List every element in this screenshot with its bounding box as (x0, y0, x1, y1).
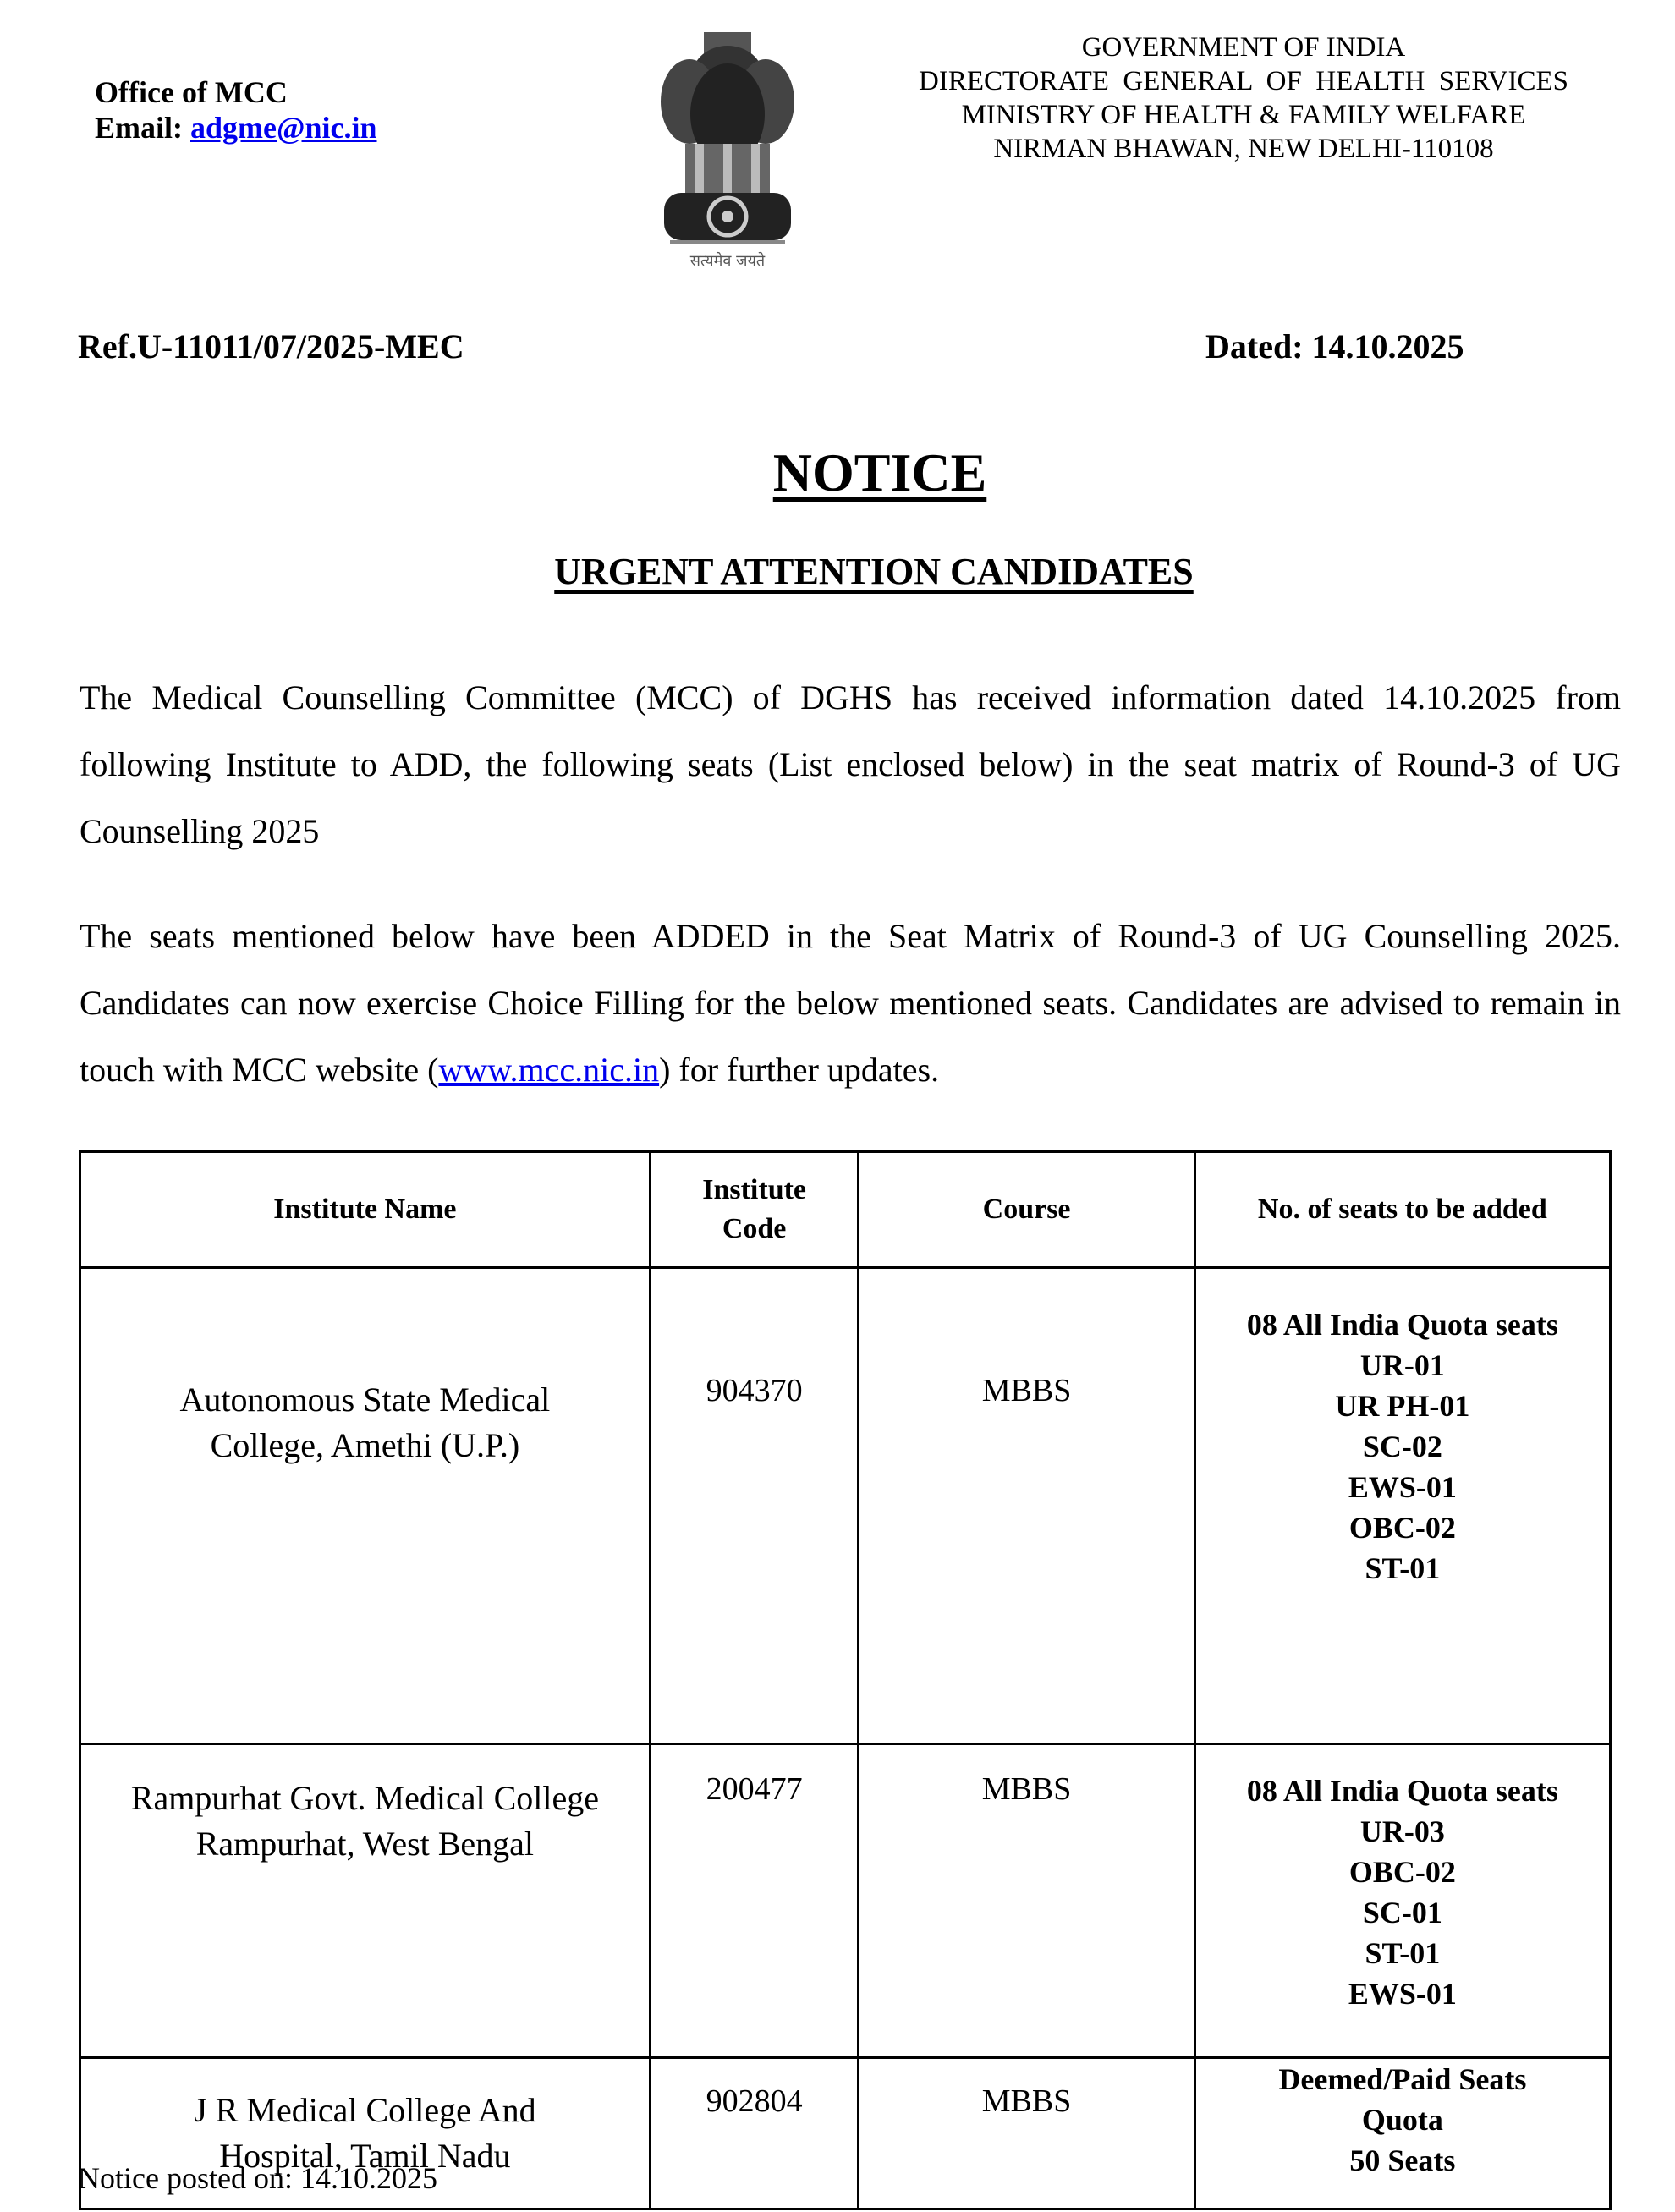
seat-line: EWS-01 (1348, 1977, 1457, 2011)
seat-line: UR PH-01 (1335, 1389, 1470, 1423)
office-block (95, 74, 377, 145)
paragraph-2-text: The seats mentioned below have been ADDED in the Seat Matrix of Round-3 of UG Counselling 2025. Candidates can now exercise Choice Filling for the below mentioned seats. Candidates are advised to remain in touch with MCC website ( (80, 917, 1621, 1089)
email-link[interactable]: adgme@nic.in (190, 111, 377, 145)
header-course: Course (859, 1152, 1194, 1268)
header-institute-code (650, 1152, 859, 1268)
notice-posted-on: Notice posted on: 14.10.2025 (78, 2161, 437, 2195)
seat-line: OBC-02 (1348, 1855, 1456, 1889)
gov-line: MINISTRY OF HEALTH & FAMILY WELFARE (961, 100, 1526, 130)
subtitle: URGENT ATTENTION CANDIDATES (554, 551, 1194, 592)
website-link[interactable]: www.mcc.nic.in (438, 1051, 660, 1089)
page-title: NOTICE (772, 442, 987, 502)
institute-line: J R Medical College And (194, 2091, 536, 2129)
header-code-line: Institute (702, 1174, 807, 1205)
gov-line: GOVERNMENT OF INDIA (1081, 32, 1406, 63)
course: MBBS (859, 1268, 1194, 1744)
paragraph-2 (80, 903, 1621, 1103)
seat-line: SC-01 (1362, 1896, 1442, 1929)
institute-code: 904370 (650, 1268, 859, 1744)
seat-line: UR-03 (1359, 1814, 1445, 1848)
table-row (80, 1268, 1611, 1744)
seats-added (1194, 1744, 1610, 2058)
institute-code: 200477 (650, 1744, 859, 2058)
institute-code: 902804 (650, 2058, 859, 2209)
reference-number: Ref.U-11011/07/2025-MEC (78, 327, 464, 365)
seats-added (1194, 2058, 1610, 2209)
seat-line: EWS-01 (1348, 1470, 1457, 1504)
seat-line: ST-01 (1365, 1936, 1441, 1970)
course: MBBS (859, 2058, 1194, 2209)
seat-line: ST-01 (1365, 1551, 1441, 1585)
office-name: Office of MCC (95, 75, 288, 109)
seat-table (79, 1150, 1612, 2210)
institute-line: College, Amethi (U.P.) (210, 1426, 520, 1464)
national-emblem-icon (651, 25, 804, 271)
paragraph-1: The Medical Counselling Committee (MCC) of DGHS has received information dated 14.10.2025 from following Institute to ADD, the following seats (List enclosed below) in the seat matrix of Round-3 of UG Counselling 2025 (80, 678, 1621, 850)
institute-line: Rampurhat, West Bengal (195, 1825, 535, 1863)
header-code-line: Code (722, 1213, 787, 1244)
seat-line: SC-02 (1362, 1430, 1442, 1463)
seat-line: 08 All India Quota seats (1246, 1774, 1558, 1808)
gov-line: DIRECTORATE GENERAL OF HEALTH SERVICES (919, 66, 1568, 96)
emblem-motto: सत्यमेव जयते (689, 252, 766, 270)
table-row (80, 1744, 1611, 2058)
seat-line: 08 All India Quota seats (1246, 1308, 1558, 1342)
government-header (880, 30, 1607, 166)
seat-line: Quota (1361, 2103, 1443, 2137)
institute-line: Hospital, Tamil Nadu (219, 2137, 511, 2175)
course: MBBS (859, 1744, 1194, 2058)
dated: Dated: 14.10.2025 (1205, 327, 1464, 365)
header-institute-name: Institute Name (80, 1152, 651, 1268)
email-line (95, 110, 377, 145)
seats-added (1194, 1268, 1610, 1744)
seat-line: Deemed/Paid Seats (1278, 2062, 1527, 2096)
seat-line: OBC-02 (1348, 1511, 1456, 1545)
email-label: Email: (95, 111, 183, 145)
institute-line: Rampurhat Govt. Medical College (130, 1779, 599, 1817)
institute-name (80, 1744, 651, 2058)
paragraph-2-tail: ) for further updates. (659, 1051, 940, 1089)
institute-name (80, 1268, 651, 1744)
seat-line: UR-01 (1359, 1348, 1445, 1382)
table-header-row (80, 1152, 1611, 1268)
gov-line: NIRMAN BHAWAN, NEW DELHI-110108 (993, 134, 1494, 164)
seat-line: 50 Seats (1349, 2143, 1456, 2177)
header-seats: No. of seats to be added (1194, 1152, 1610, 1268)
institute-line: Autonomous State Medical (179, 1380, 551, 1419)
